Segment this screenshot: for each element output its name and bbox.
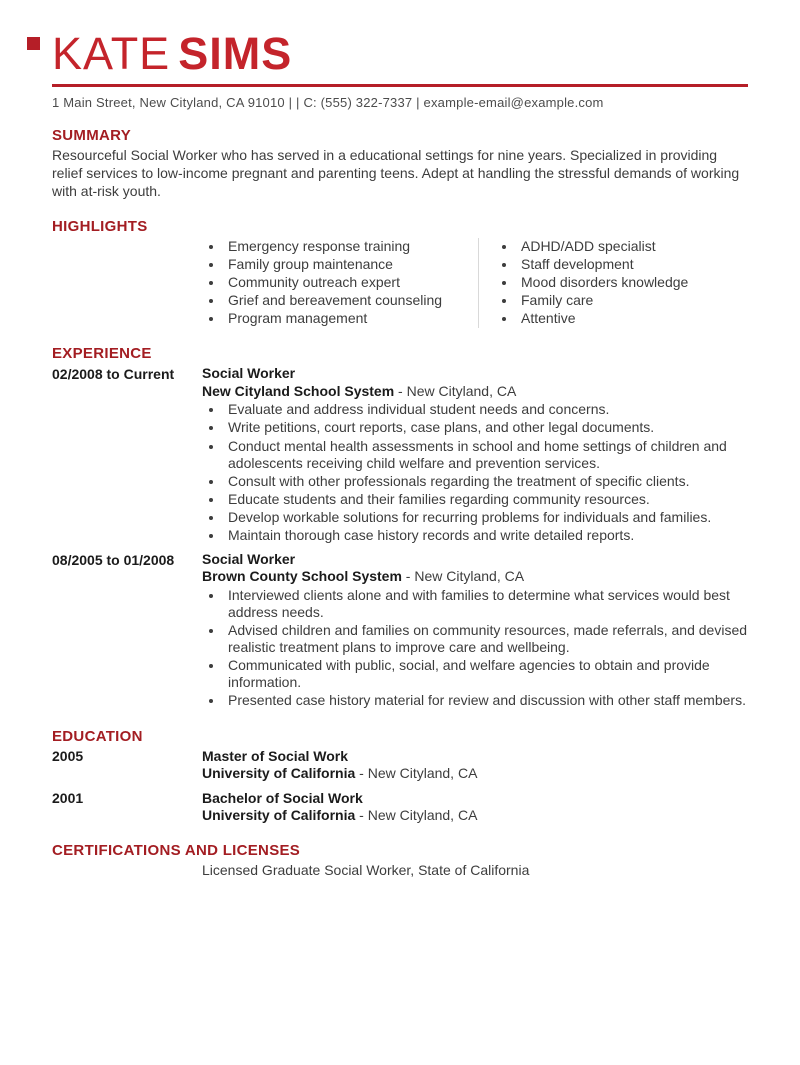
highlight-item: • ADHD/ADD specialist [517, 238, 688, 255]
job-bullet: • Communicated with public, social, and welfare agencies to obtain and provide information. [224, 657, 748, 691]
job-bullet: • Advised children and families on community resources, made referrals, and devised realistic treatment plans to improve care and wellbeing. [224, 622, 748, 656]
education-school: University of California [202, 807, 356, 824]
job-bullet: • Presented case history material for review and discussion with other staff members. [224, 692, 748, 709]
education-school-line [202, 765, 748, 783]
education-degree: Bachelor of Social Work [202, 789, 363, 806]
experience-job [52, 551, 748, 711]
summary-text: Resourceful Social Worker who has served in a educational settings for nine years. Specialized in providing relief services to low-income pregnant and parenting teens. Adept at handling the stressful demands of working with at-risk youth. [52, 147, 740, 200]
job-body [202, 365, 748, 545]
education-location: - New Cityland, CA [355, 807, 478, 824]
header-divider-rule [52, 84, 748, 87]
page-title [52, 30, 748, 77]
job-dates: 08/2005 to 01/2008 [52, 551, 175, 568]
name-last: SIMS [178, 28, 293, 79]
job-dates: 02/2008 to Current [52, 366, 175, 383]
brand-square [27, 37, 40, 50]
job-bullet: • Interviewed clients alone and with families to determine what services would best address needs. [224, 587, 748, 621]
name-first: KATE [52, 28, 171, 79]
highlights-columns [202, 238, 748, 328]
education-location: - New Cityland, CA [355, 765, 478, 782]
highlight-item: • Family care [517, 292, 688, 309]
education-item [52, 748, 748, 783]
highlight-item: • Mood disorders knowledge [517, 274, 688, 291]
highlight-item: • Program management [224, 310, 478, 327]
highlight-item: • Attentive [517, 310, 688, 327]
highlight-item: • Emergency response training [224, 238, 478, 255]
section-heading-summary: SUMMARY [52, 127, 132, 145]
education-year: 2001 [52, 789, 84, 806]
job-location: - New Cityland, CA [401, 568, 525, 585]
job-bullet: • Consult with other professionals regarding the treatment of specific clients. [224, 473, 748, 490]
job-bullet: • Develop workable solutions for recurring problems for individuals and families. [224, 509, 748, 526]
highlights-column-right [478, 238, 688, 328]
job-location: - New Cityland, CA [394, 382, 517, 399]
education-item [52, 790, 748, 825]
section-heading-experience: EXPERIENCE [52, 345, 152, 363]
section-heading-highlights: HIGHLIGHTS [52, 217, 148, 235]
highlight-item: • Staff development [517, 256, 688, 273]
contact-line: 1 Main Street, New Cityland, CA 91010 | | C: (555) 322-7337 | example-email@example.com [52, 95, 604, 111]
education-degree: Master of Social Work [202, 747, 349, 764]
job-bullet: • Write petitions, court reports, case plans, and other legal documents. [224, 419, 748, 436]
certifications-text: Licensed Graduate Social Worker, State of California [202, 861, 530, 878]
job-bullet: • Maintain thorough case history records and write detailed reports. [224, 527, 748, 544]
section-heading-certifications: CERTIFICATIONS AND LICENSES [52, 841, 301, 859]
job-title: Social Worker [202, 365, 296, 382]
education-body [202, 790, 748, 825]
job-bullet: • Educate students and their families regarding community resources. [224, 491, 748, 508]
job-bullet: • Conduct mental health assessments in school and home settings of children and adolescents receiving child welfare and prevention services. [224, 438, 748, 472]
highlight-item: • Family group maintenance [224, 256, 478, 273]
highlights-column-left [202, 238, 478, 328]
job-body [202, 551, 748, 711]
job-company: New Cityland School System [202, 382, 395, 399]
resume-page [0, 30, 800, 1065]
job-company-line [202, 568, 748, 586]
education-body [202, 748, 748, 783]
job-title: Social Worker [202, 550, 296, 567]
job-company: Brown County School System [202, 568, 402, 585]
education-school: University of California [202, 765, 356, 782]
experience-job [52, 365, 748, 545]
education-year: 2005 [52, 747, 84, 764]
job-bullet: • Evaluate and address individual student needs and concerns. [224, 401, 748, 418]
job-company-line [202, 383, 748, 401]
highlight-item: • Grief and bereavement counseling [224, 292, 478, 309]
education-school-line [202, 807, 748, 825]
highlight-item: • Community outreach expert [224, 274, 478, 291]
section-heading-education: EDUCATION [52, 727, 143, 745]
